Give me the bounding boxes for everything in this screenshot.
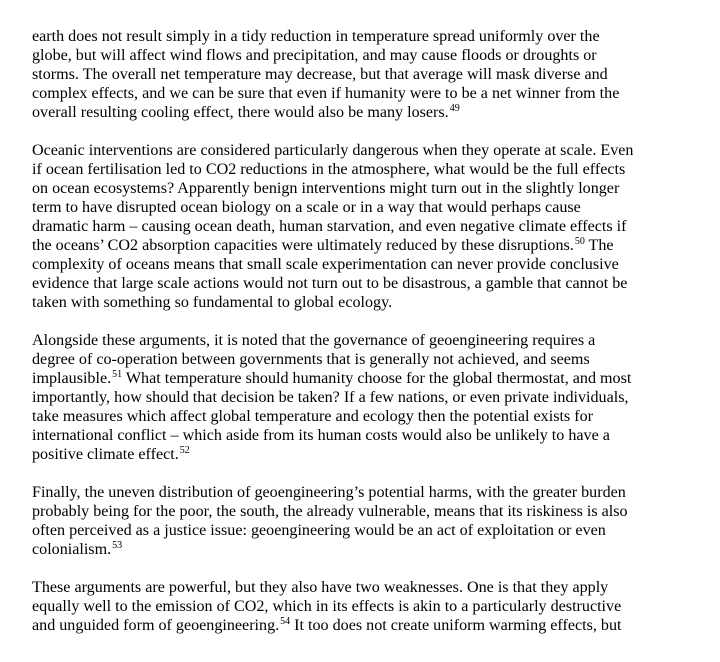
text-line <box>32 179 692 198</box>
text-line <box>32 540 692 559</box>
text-line <box>32 483 692 502</box>
document-page <box>32 27 692 654</box>
text-segment: The <box>584 237 614 254</box>
text-segment: It too does not create uniform warming effects, but <box>290 617 622 634</box>
text-segment: Alongside these arguments, it is noted that the governance of geoengineering requires a <box>32 332 596 349</box>
text-segment: colonialism. <box>32 541 112 558</box>
paragraph <box>32 27 692 122</box>
text-segment: international conflict – which aside from its human costs would also be unlikely to have a <box>32 427 610 444</box>
text-segment: complex effects, and we can be sure that even if humanity were to be a net winner from the <box>32 85 620 102</box>
text-line <box>32 46 692 65</box>
text-segment: storms. The overall net temperature may decrease, but that average will mask diverse and <box>32 66 608 83</box>
text-segment: What temperature should humanity choose for the global thermostat, and most <box>122 370 632 387</box>
text-line <box>32 521 692 540</box>
paragraph <box>32 141 692 312</box>
text-segment: and unguided form of geoengineering. <box>32 617 280 634</box>
text-line <box>32 502 692 521</box>
text-line <box>32 426 692 445</box>
text-segment: if ocean fertilisation led to CO2 reductions in the atmosphere, what would be the full effects <box>32 161 626 178</box>
paragraph <box>32 578 692 635</box>
footnote-reference: 53 <box>112 540 123 551</box>
text-line <box>32 388 692 407</box>
text-line <box>32 350 692 369</box>
paragraph <box>32 483 692 559</box>
text-segment: term to have disrupted ocean biology on a scale or in a way that would perhaps cause <box>32 199 581 216</box>
text-line <box>32 578 692 597</box>
footnote-reference: 52 <box>179 445 190 456</box>
text-line <box>32 84 692 103</box>
text-segment: implausible. <box>32 370 112 387</box>
text-segment: earth does not result simply in a tidy reduction in temperature spread uniformly over the <box>32 28 600 45</box>
text-segment: the oceans’ CO2 absorption capacities were ultimately reduced by these disruptions. <box>32 237 574 254</box>
text-segment: take measures which affect global temperature and ecology then the potential exists for <box>32 408 593 425</box>
text-segment: complexity of oceans means that small scale experimentation can never provide conclusive <box>32 256 619 273</box>
text-line <box>32 27 692 46</box>
text-segment: Oceanic interventions are considered particularly dangerous when they operate at scale. Even <box>32 142 634 159</box>
footnote-reference: 50 <box>574 236 585 247</box>
text-segment: on ocean ecosystems? Apparently benign interventions might turn out in the slightly longer <box>32 180 620 197</box>
text-segment: degree of co-operation between governments that is generally not achieved, and seems <box>32 351 590 368</box>
text-line <box>32 160 692 179</box>
text-segment: overall resulting cooling effect, there would also be many losers. <box>32 104 449 121</box>
footnote-reference: 54 <box>280 616 291 627</box>
text-segment: often perceived as a justice issue: geoengineering would be an act of exploitation or even <box>32 522 606 539</box>
text-line <box>32 597 692 616</box>
text-segment: taken with something so fundamental to global ecology. <box>32 294 393 311</box>
text-line <box>32 236 692 255</box>
text-segment: probably being for the poor, the south, the already vulnerable, means that its riskiness is also <box>32 503 628 520</box>
text-line <box>32 331 692 350</box>
text-segment: equally well to the emission of CO2, which in its effects is akin to a particularly destructive <box>32 598 622 615</box>
text-line <box>32 103 692 122</box>
text-line <box>32 198 692 217</box>
text-line <box>32 141 692 160</box>
text-line <box>32 445 692 464</box>
text-line <box>32 407 692 426</box>
text-line <box>32 65 692 84</box>
text-line <box>32 293 692 312</box>
paragraph <box>32 331 692 464</box>
text-segment: These arguments are powerful, but they also have two weaknesses. One is that they apply <box>32 579 609 596</box>
text-segment: dramatic harm – causing ocean death, human starvation, and even negative climate effects if <box>32 218 627 235</box>
text-line <box>32 369 692 388</box>
text-line <box>32 274 692 293</box>
text-line <box>32 255 692 274</box>
text-segment: importantly, how should that decision be taken? If a few nations, or even private individuals, <box>32 389 629 406</box>
text-segment: globe, but will affect wind flows and precipitation, and may cause floods or droughts or <box>32 47 597 64</box>
text-line <box>32 217 692 236</box>
text-segment: Finally, the uneven distribution of geoengineering’s potential harms, with the greater burden <box>32 484 626 501</box>
text-segment: positive climate effect. <box>32 446 179 463</box>
text-line <box>32 616 692 635</box>
footnote-reference: 49 <box>449 103 460 114</box>
footnote-reference: 51 <box>112 369 123 380</box>
text-segment: evidence that large scale actions would not turn out to be disastrous, a gamble that cannot be <box>32 275 628 292</box>
